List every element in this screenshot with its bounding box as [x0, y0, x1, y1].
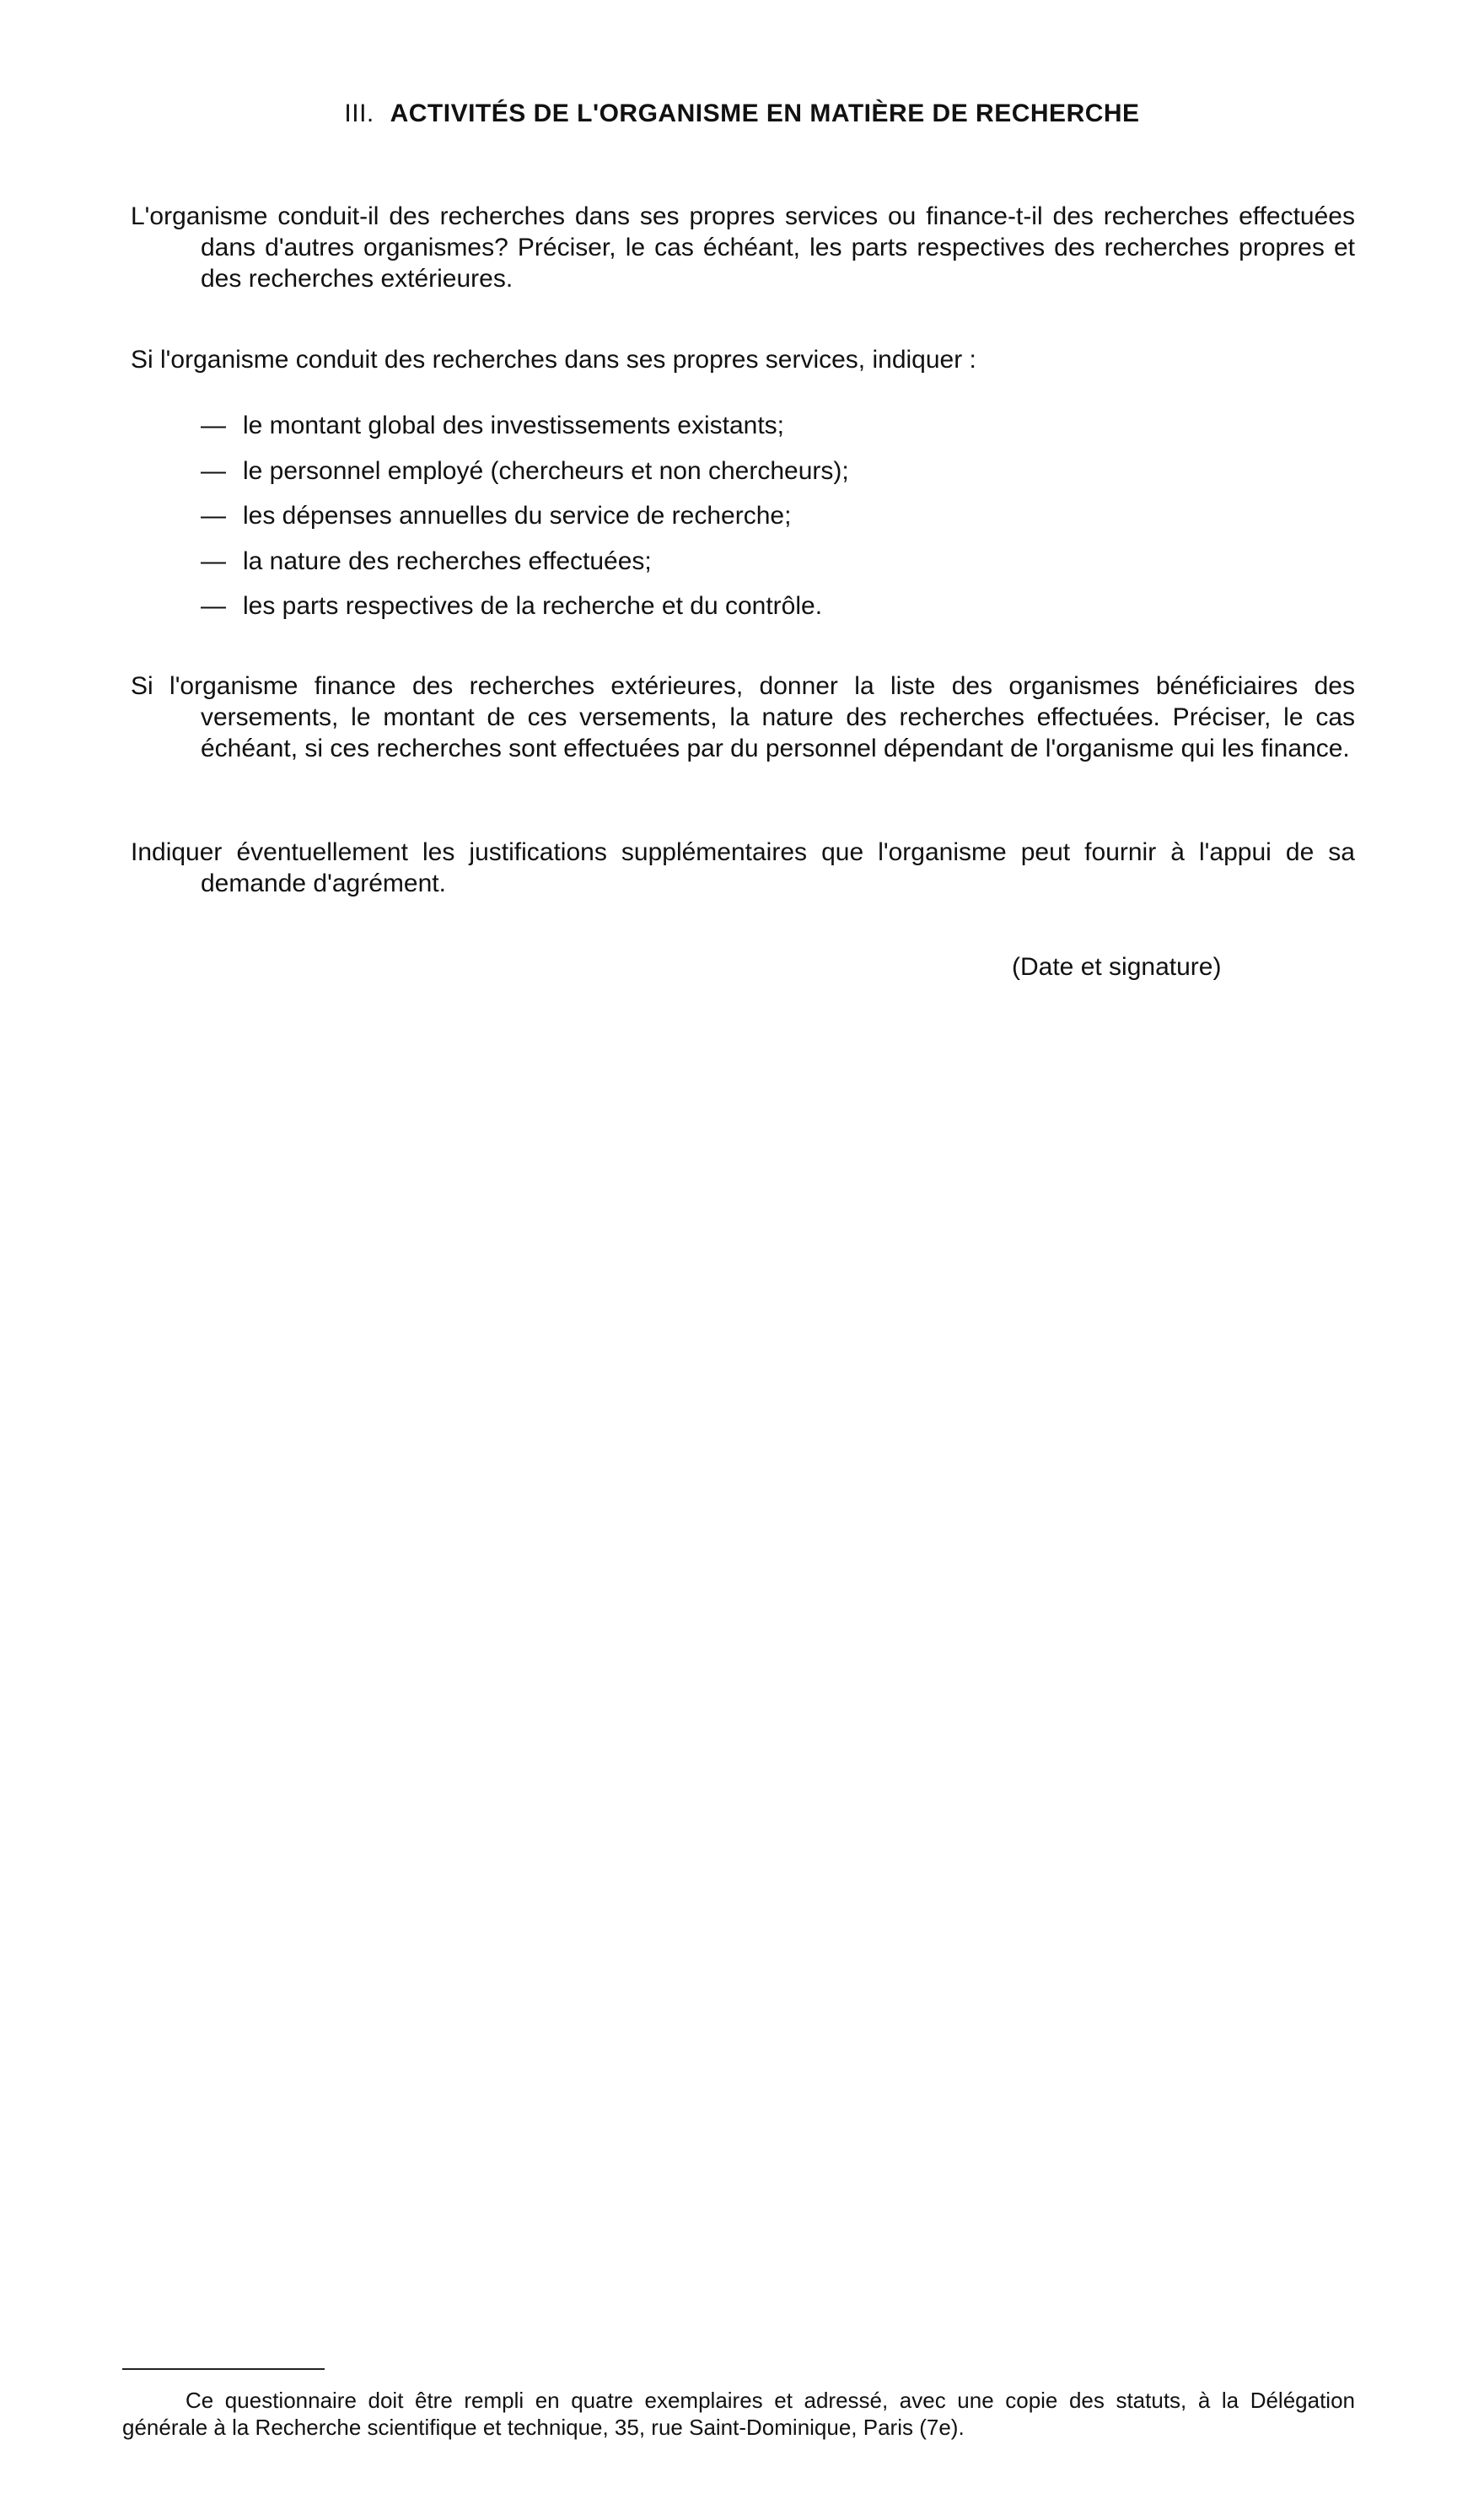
list-item-text: les parts respectives de la recherche et du contrôle. [243, 592, 823, 620]
paragraph-justifications: Indiquer éventuellement les justifications supplémentaires que l'organisme peut fournir à l'appui de sa demande d'agrément. [131, 838, 1355, 897]
list-item-text: le personnel employé (chercheurs et non chercheurs); [243, 456, 849, 485]
list-item [201, 590, 849, 636]
dash-marker: — [201, 412, 226, 439]
list-item-text: la nature des recherches effectuées; [243, 547, 652, 575]
list-item-text: le montant global des investissements existants; [243, 412, 784, 439]
paragraph-external-financing: Si l'organisme finance des recherches extérieures, donner la liste des organismes bénéficiaires des versements, le montant de ces versements, la nature des recherches effectuées. Préciser, le cas échéant, si ces recherches sont effectuées par du personnel dépendant de l'organisme qui les finance. [131, 672, 1355, 762]
footnote-text: Ce questionnaire doit être rempli en quatre exemplaires et adressé, avec une copie des statuts, à la Délégation générale à la Recherche scientifique et technique, 35, rue Saint-Dominique, Paris (7e). [122, 2388, 1355, 2440]
section-number: III. [344, 100, 374, 127]
paragraph-research-question: L'organisme conduit-il des recherches dans ses propres services ou finance-t-il des recherches effectuées dans d'autres organismes? Préciser, le cas échéant, les parts respectives des recherches propres et des recherches extérieures. [131, 202, 1355, 293]
required-information-list [201, 410, 849, 636]
dash-marker: — [201, 456, 226, 485]
list-item [201, 500, 849, 546]
dash-marker: — [201, 547, 226, 575]
date-signature-label: (Date et signature) [1012, 953, 1222, 981]
list-item-text: les dépenses annuelles du service de recherche; [243, 502, 792, 530]
list-item [201, 546, 849, 591]
list-item [201, 455, 849, 501]
section-title: ACTIVITÉS DE L'ORGANISME EN MATIÈRE DE RECHERCHE [390, 100, 1140, 127]
footnote-divider [122, 2368, 325, 2370]
section-heading [0, 100, 1484, 128]
paragraph-own-services-intro: Si l'organisme conduit des recherches dans ses propres services, indiquer : [131, 346, 976, 374]
dash-marker: — [201, 592, 226, 620]
dash-marker: — [201, 502, 226, 530]
list-item [201, 410, 849, 455]
